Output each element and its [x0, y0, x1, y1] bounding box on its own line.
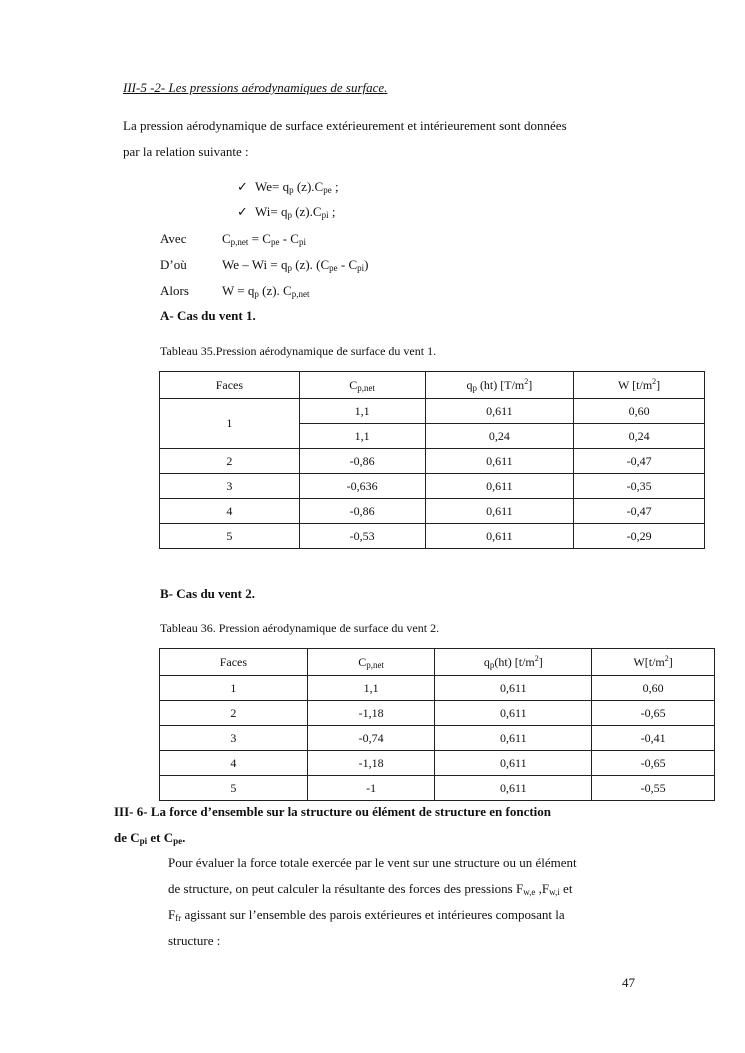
cell-cp: -0,86	[299, 449, 425, 474]
final-para-line-2: de structure, on peut calculer la résultante des forces des pressions $F_{w,e}$ $,F_{w,i}$ et	[168, 881, 573, 897]
table-header-row	[160, 649, 715, 676]
header-cp-net: $C_{p,net}$	[307, 649, 435, 676]
cell-w: -0,65	[592, 751, 715, 776]
table-row	[160, 449, 705, 474]
cell-face: 5	[160, 524, 300, 549]
cell-cp: -1,18	[307, 701, 435, 726]
cell-face: 2	[160, 449, 300, 474]
checkmark-icon: ✓	[237, 179, 248, 194]
cell-face: 3	[160, 726, 308, 751]
formula-dou: D’où $We - Wi = q_p$ (z). $(C_{pe} - C_{pi})$	[160, 257, 369, 273]
cell-face: 4	[160, 751, 308, 776]
header-faces: Faces	[160, 372, 300, 399]
case-a-title: A- Cas du vent 1.	[160, 308, 256, 323]
table-row	[160, 399, 705, 424]
cell-qp: 0,611	[425, 449, 574, 474]
cell-cp: 1,1	[299, 399, 425, 424]
cell-qp: 0,611	[435, 776, 592, 801]
intro-line-2: par la relation suivante :	[123, 144, 249, 159]
section-6-title-line-1: III- 6- La force d’ensemble sur la structure ou élément de structure en fonction	[114, 804, 552, 819]
cell-w: 0,60	[592, 676, 715, 701]
cell-qp: 0,24	[425, 424, 574, 449]
cell-cp: -1,18	[307, 751, 435, 776]
cell-face: 1	[160, 676, 308, 701]
cell-face: 4	[160, 499, 300, 524]
cell-cp: -0,636	[299, 474, 425, 499]
cell-qp: 0,611	[435, 751, 592, 776]
formula-wi: ✓ $Wi= q_p$ $(z).C_{pi}$ ;	[237, 204, 336, 220]
cell-qp: 0,611	[435, 726, 592, 751]
table-row	[160, 776, 715, 801]
formula-alors: Alors $W = q_p$ (z). $C_{p,net}$	[160, 283, 310, 299]
cell-qp: 0,611	[425, 399, 574, 424]
header-w: $W[t/m^2]$	[592, 649, 715, 676]
page-number: 47	[622, 975, 635, 990]
cell-w: -0,47	[574, 449, 705, 474]
cell-cp: -0,86	[299, 499, 425, 524]
cell-w: -0,35	[574, 474, 705, 499]
table-header-row	[160, 372, 705, 399]
cell-cp: -0,74	[307, 726, 435, 751]
cell-w: -0,55	[592, 776, 715, 801]
cell-face: 3	[160, 474, 300, 499]
cell-face: 2	[160, 701, 308, 726]
table-row	[160, 751, 715, 776]
table-35	[159, 371, 705, 549]
cell-cp: -0,53	[299, 524, 425, 549]
checkmark-icon: ✓	[237, 204, 248, 219]
cell-qp: 0,611	[435, 701, 592, 726]
intro-line-1: La pression aérodynamique de surface extérieurement et intérieurement sont données	[123, 118, 567, 133]
cell-cp: 1,1	[299, 424, 425, 449]
formula-we: ✓ $We= q_p$ $(z).C_{pe}$ ;	[237, 179, 339, 195]
case-b-title: B- Cas du vent 2.	[160, 586, 255, 601]
cell-qp: 0,611	[425, 474, 574, 499]
header-w: W $[t/m^2]$	[574, 372, 705, 399]
cell-w: 0,24	[574, 424, 705, 449]
cell-face: 1	[160, 399, 300, 449]
cell-qp: 0,611	[425, 524, 574, 549]
cell-w: -0,47	[574, 499, 705, 524]
cell-qp: 0,611	[425, 499, 574, 524]
table-36-caption: Tableau 36. Pression aérodynamique de surface du vent 2.	[160, 621, 440, 635]
cell-face: 5	[160, 776, 308, 801]
table-row	[160, 524, 705, 549]
cell-cp: -1	[307, 776, 435, 801]
table-36	[159, 648, 715, 801]
header-qp: $q_p(ht)$ $[t/m^2]$	[435, 649, 592, 676]
cell-qp: 0,611	[435, 676, 592, 701]
section-heading: III-5 -2- Les pressions aérodynamiques de surface.	[123, 80, 388, 95]
section-6-title-line-2: de $C_{pi}$ et $C_{pe}$.	[114, 830, 186, 846]
final-para-line-4: structure :	[168, 933, 221, 948]
formula-avec: Avec $C_{p,net} = C_{pe} - C_{pi}$	[160, 231, 306, 247]
final-para-line-1: Pour évaluer la force totale exercée par le vent sur une structure ou un élément	[168, 855, 577, 870]
table-row	[160, 701, 715, 726]
header-qp: $q_p$ (ht) $[T/m^2]$	[425, 372, 574, 399]
cell-w: -0,41	[592, 726, 715, 751]
table-row	[160, 676, 715, 701]
cell-w: -0,29	[574, 524, 705, 549]
cell-w: -0,65	[592, 701, 715, 726]
cell-cp: 1,1	[307, 676, 435, 701]
table-row	[160, 474, 705, 499]
final-para-line-3: $F_{fr}$ agissant sur l’ensemble des parois extérieures et intérieures composant la	[168, 907, 565, 923]
table-35-caption: Tableau 35.Pression aérodynamique de surface du vent 1.	[160, 344, 437, 358]
header-cp-net: $C_{p,net}$	[299, 372, 425, 399]
table-row	[160, 726, 715, 751]
header-faces: Faces	[160, 649, 308, 676]
cell-w: 0,60	[574, 399, 705, 424]
table-row	[160, 499, 705, 524]
